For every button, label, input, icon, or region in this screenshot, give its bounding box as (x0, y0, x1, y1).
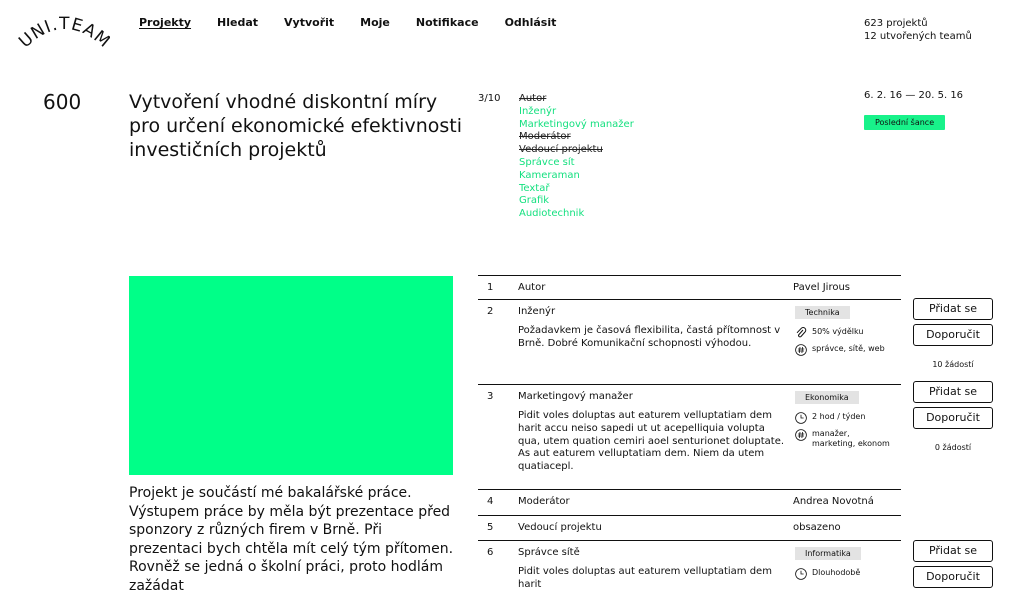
roles-count: 3/10 (478, 93, 501, 104)
role-list-item[interactable]: Audiotechnik (519, 208, 585, 220)
nav-create[interactable]: Vytvořit (284, 16, 335, 29)
site-stats (864, 17, 972, 43)
reward-info: 50% výdělku (795, 327, 863, 339)
assigned-person[interactable]: Andrea Novotná (793, 496, 874, 507)
svg-text:UNI.TEAM (18, 14, 110, 52)
deadline-badge: Poslední šance (864, 115, 945, 130)
logo-text: NI.TEA (27, 13, 101, 44)
recommend-button[interactable]: Doporučit (913, 566, 993, 588)
tags-info: správce, sítě, web (795, 344, 885, 356)
role-name: Inženýr (518, 306, 556, 317)
role-list-item[interactable]: Marketingový manažer (519, 118, 634, 130)
role-list-item[interactable]: Inženýr (519, 105, 557, 117)
clock-icon (795, 568, 807, 580)
category-tag: Technika (795, 306, 850, 319)
role-name: Vedoucí projektu (518, 522, 602, 533)
role-list-item[interactable]: Autor (519, 93, 547, 104)
category-tag: Ekonomika (795, 391, 859, 404)
table-row (478, 490, 901, 516)
roles-table (478, 275, 901, 601)
role-name: Správce sítě (518, 547, 580, 558)
requests-count: 0 žádostí (934, 443, 972, 452)
nav-logout[interactable]: Odhlásit (504, 16, 557, 29)
tags-info: manažer, marketing, ekonom (795, 429, 892, 449)
hashtag-icon (795, 429, 807, 441)
row-number: 5 (487, 522, 494, 533)
role-name: Moderátor (518, 496, 570, 507)
project-title: Vytvoření vhodné diskontní míry pro určení ekonomické efektivnosti investičních projektů (129, 91, 462, 161)
role-description: Pidit voles doluptas aut eaturem velluptatiam dem harit (518, 566, 772, 590)
project-description: Projekt je součástí mé bakalářské práce. Výstupem práce by měla být prezentace před sponzory z různých firem v Brně. Při prezentaci bych chtěla mít celý tým přítomen. Rovněž se jedná o školní práci, proto hodlám zažádat (129, 485, 454, 594)
row-number: 3 (487, 391, 494, 402)
main-nav (139, 16, 582, 29)
row-number: 4 (487, 496, 494, 507)
recommend-button[interactable]: Doporučit (913, 324, 993, 346)
row-number: 6 (487, 547, 494, 558)
projects-count: 623 projektů (864, 18, 928, 29)
join-button[interactable]: Přidat se (913, 381, 993, 403)
role-description: Pidit voles doluptas aut eaturem velluptatiam dem harit accu neiso sapedi ut ut acepelliquia volupta qua, utem quation cemiri aoel senturionet doluptate. As aut eaturem velluptatiam dem. Niem da utem quatiacepl. (518, 410, 785, 473)
assigned-status: obsazeno (793, 522, 841, 533)
role-list-item[interactable]: Textař (519, 182, 550, 194)
requests-count: 10 žádostí (932, 360, 974, 369)
row-number: 2 (487, 306, 494, 317)
nav-mine[interactable]: Moje (360, 16, 390, 29)
role-list-item[interactable]: Kameraman (519, 169, 580, 181)
role-name: Autor (518, 282, 546, 293)
nav-search[interactable]: Hledat (217, 16, 259, 29)
project-image (129, 276, 453, 475)
project-dates: 6. 2. 16 — 20. 5. 16 (864, 90, 964, 101)
paperclip-icon (795, 327, 807, 339)
assigned-person[interactable]: Pavel Jirous (793, 282, 851, 293)
category-tag: Informatika (795, 547, 861, 560)
table-row (478, 385, 901, 490)
teams-count: 12 utvořených teamů (864, 31, 972, 42)
recommend-button[interactable]: Doporučit (913, 407, 993, 429)
table-row (478, 300, 901, 385)
table-row (478, 541, 901, 601)
logo[interactable] (18, 12, 110, 56)
nav-projects[interactable]: Projekty (139, 16, 192, 29)
role-description: Požadavkem je časová flexibilita, častá přítomnost v Brně. Dobré Komunikační schopnosti výhodou. (518, 325, 781, 349)
join-button[interactable]: Přidat se (913, 540, 993, 562)
role-list-item[interactable]: Správce sít (519, 156, 575, 168)
table-row (478, 516, 901, 541)
clock-icon (795, 412, 807, 424)
nav-notifications[interactable]: Notifikace (415, 16, 479, 29)
time-info: Dlouhodobě (795, 568, 860, 580)
join-button[interactable]: Přidat se (913, 298, 993, 320)
role-name: Marketingový manažer (518, 391, 633, 402)
project-number: 600 (43, 90, 82, 114)
time-info: 2 hod / týden (795, 412, 865, 424)
role-list-item[interactable]: Vedoucí projektu (519, 144, 603, 156)
role-list-item[interactable]: Grafik (519, 195, 550, 207)
role-list-item[interactable]: Moderátor (519, 131, 571, 143)
row-number: 1 (487, 282, 494, 293)
hashtag-icon (795, 344, 807, 356)
roles-list (519, 93, 634, 221)
table-row (478, 276, 901, 300)
